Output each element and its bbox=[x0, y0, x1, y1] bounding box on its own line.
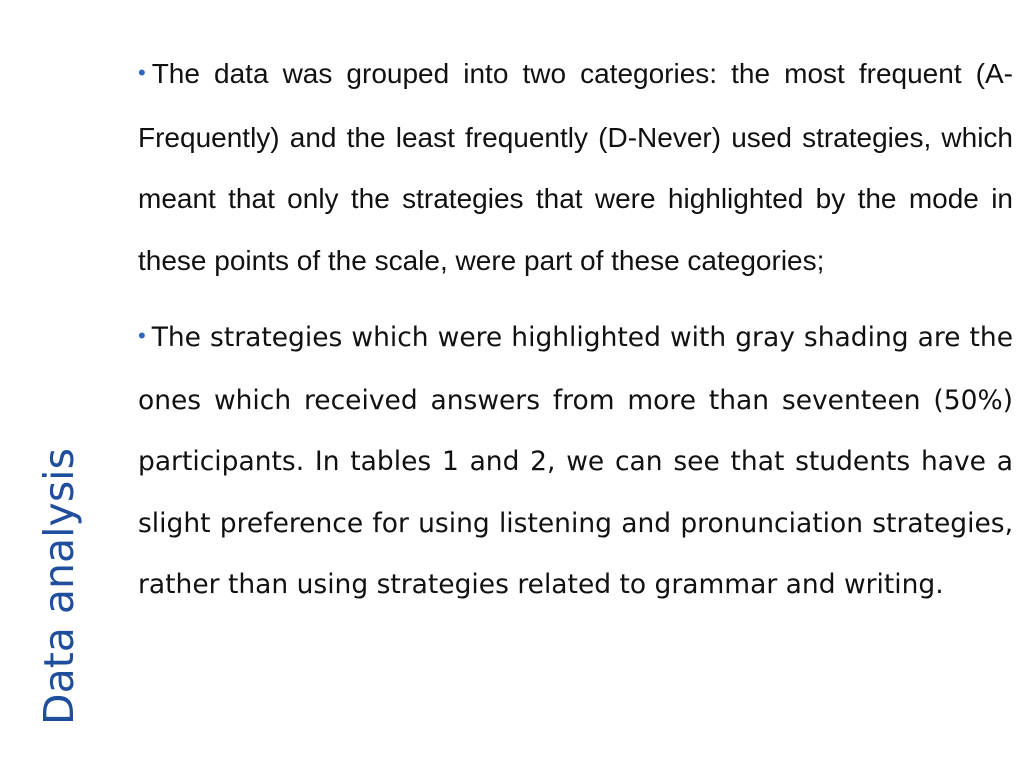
bullet-marker: • bbox=[138, 60, 146, 85]
bullet-marker: • bbox=[138, 323, 146, 348]
slide-content bbox=[138, 43, 1013, 616]
bullet-item bbox=[138, 43, 1013, 291]
bullet-item bbox=[138, 307, 1013, 616]
slide-title: Data analysis bbox=[35, 448, 83, 725]
bullet-text: The data was grouped into two categories: the most frequent (A-Frequently) and the least frequently (D-Never) used strategies, which meant that only the strategies that were highlighted by the mode in these points of the scale, were part of these categories; bbox=[138, 58, 1013, 276]
bullet-text: The strategies which were highlighted with gray shading are the ones which received answers from more than seventeen (50%) participants. In tables 1 and 2, we can see that students have a slight preference for using listening and pronunciation strategies, rather than using strategies related to grammar and writing. bbox=[138, 322, 1013, 600]
title-container bbox=[30, 380, 88, 725]
